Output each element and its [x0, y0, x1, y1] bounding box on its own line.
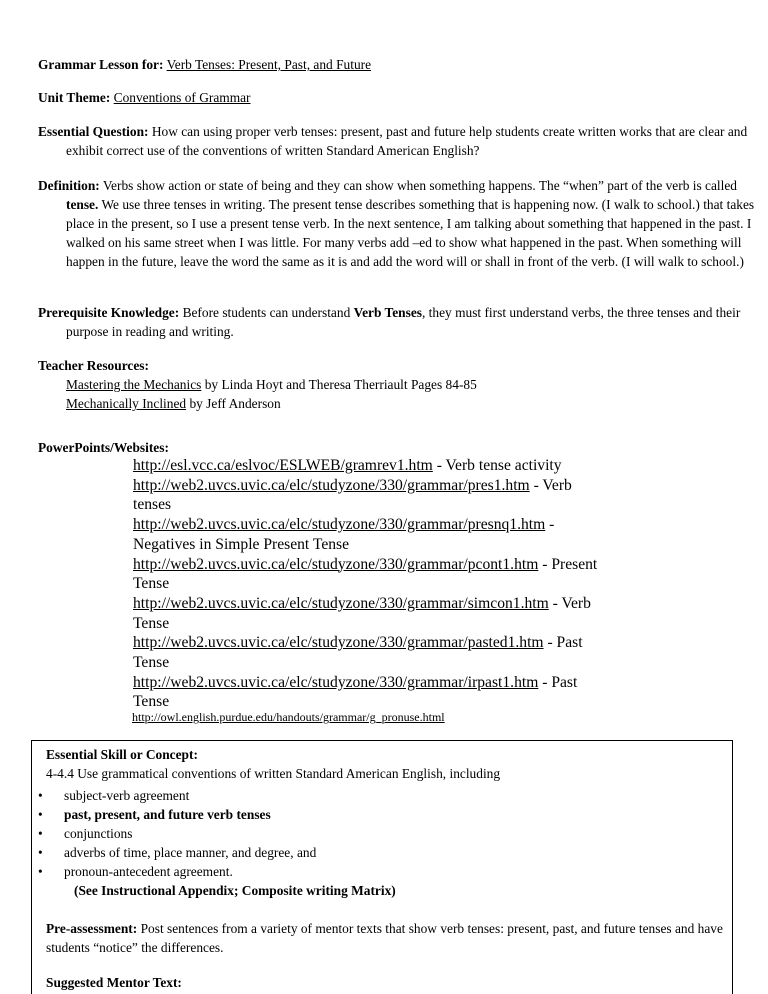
- website-entry: [133, 673, 673, 712]
- essential-skill-heading: [46, 745, 724, 764]
- website-link[interactable]: http://esl.vcc.ca/eslvoc/ESLWEB/gramrev1.htm: [133, 457, 433, 474]
- skill-bullet-text: past, present, and future verb tenses: [64, 807, 271, 822]
- unit-theme-label: Unit Theme:: [38, 90, 111, 105]
- essential-question-label: Essential Question:: [38, 124, 149, 139]
- prerequisite-text-before: Before students can understand: [182, 305, 351, 320]
- resource-rest: by Jeff Anderson: [186, 396, 281, 411]
- website-desc-cont: Tense: [133, 575, 170, 593]
- website-desc: - Verb: [529, 476, 572, 494]
- website-entry: [133, 555, 673, 594]
- purdue-owl-link[interactable]: [132, 710, 445, 724]
- essential-question-text: How can using proper verb tenses: present, past and future help students create written works that are clear and exhibit correct use of the conventions of written Standard American English?: [66, 124, 748, 158]
- powerpoints-label: PowerPoints/Websites:: [38, 440, 169, 455]
- powerpoints-heading: [38, 438, 738, 457]
- essential-skill-standard: 4-4.4 Use grammatical conventions of written Standard American English, including: [46, 766, 501, 781]
- website-desc-cont: Tense: [133, 693, 170, 711]
- prerequisite-knowledge: [38, 303, 766, 341]
- website-desc: - Verb: [548, 594, 591, 612]
- website-desc: - Verb tense activity: [432, 457, 562, 474]
- website-desc: - Past: [538, 673, 578, 691]
- website-entry: [133, 633, 673, 672]
- website-desc: - Present: [538, 555, 598, 573]
- definition: [38, 176, 766, 271]
- website-desc-cont: tenses: [133, 496, 172, 514]
- website-desc: - Past: [543, 634, 583, 652]
- purdue-owl-link-text[interactable]: http://owl.english.purdue.edu/handouts/grammar/g_pronuse.html: [132, 710, 445, 724]
- website-entry: [133, 456, 673, 476]
- prerequisite-text-after: , they must first understand verbs, the three tenses and their purpose in reading and writing.: [66, 305, 741, 339]
- pre-assessment-label: Pre-assessment:: [46, 921, 138, 936]
- resource-title[interactable]: Mastering the Mechanics: [66, 377, 202, 392]
- website-entry: [133, 515, 673, 554]
- pre-assessment: [46, 919, 724, 957]
- skill-bullet: [34, 805, 316, 824]
- website-link[interactable]: http://web2.uvcs.uvic.ca/elc/studyzone/330/grammar/presnq1.htm: [133, 516, 546, 534]
- skill-bullet: [34, 843, 316, 862]
- skill-bullet-text: conjunctions: [64, 826, 133, 841]
- website-desc-cont: Tense: [133, 614, 170, 632]
- prerequisite-label: Prerequisite Knowledge:: [38, 305, 180, 320]
- teacher-resource-item: [66, 375, 477, 394]
- skill-bullet: [34, 862, 316, 881]
- unit-theme-value: Conventions of Grammar: [113, 90, 251, 105]
- skill-bullet-text: pronoun-antecedent agreement.: [64, 864, 233, 879]
- teacher-resources-label: Teacher Resources:: [38, 358, 149, 373]
- website-entry: [133, 594, 673, 633]
- lesson-title-value: Verb Tenses: Present, Past, and Future: [166, 57, 372, 72]
- website-entry: [133, 476, 673, 515]
- website-link[interactable]: http://web2.uvcs.uvic.ca/elc/studyzone/330/grammar/pres1.htm: [133, 476, 530, 494]
- website-link[interactable]: http://web2.uvcs.uvic.ca/elc/studyzone/330/grammar/pcont1.htm: [133, 555, 539, 573]
- skill-bullet-text: subject-verb agreement: [64, 788, 190, 803]
- instructional-appendix-note-text: (See Instructional Appendix; Composite writing Matrix): [74, 883, 396, 898]
- skill-bullet: [34, 824, 316, 843]
- resource-title[interactable]: Mechanically Inclined: [66, 396, 187, 411]
- definition-bold-word: tense.: [66, 197, 99, 212]
- website-desc-cont: Negatives in Simple Present Tense: [133, 535, 350, 553]
- website-link[interactable]: http://web2.uvcs.uvic.ca/elc/studyzone/330/grammar/irpast1.htm: [133, 673, 539, 691]
- website-link[interactable]: http://web2.uvcs.uvic.ca/elc/studyzone/330/grammar/simcon1.htm: [133, 594, 549, 612]
- mentor-text-label: Suggested Mentor Text:: [46, 975, 182, 990]
- website-link[interactable]: http://web2.uvcs.uvic.ca/elc/studyzone/330/grammar/pasted1.htm: [133, 634, 544, 652]
- unit-theme: [38, 88, 738, 107]
- lesson-title-label: Grammar Lesson for:: [38, 57, 164, 72]
- teacher-resource-item: [66, 394, 281, 413]
- instructional-appendix-note: [74, 881, 714, 900]
- mentor-text-heading: [46, 973, 746, 992]
- definition-text-before: Verbs show action or state of being and they can show when something happens. The “when” part of the verb is called: [102, 178, 737, 193]
- essential-skill-label: Essential Skill or Concept:: [46, 747, 198, 762]
- essential-question: [38, 122, 766, 160]
- pre-assessment-text: Post sentences from a variety of mentor texts that show verb tenses: present, past, and future tenses and have students “notice” the differences.: [46, 921, 723, 955]
- resource-rest: by Linda Hoyt and Theresa Therriault Pages 84-85: [201, 377, 477, 392]
- website-desc: -: [545, 516, 555, 534]
- prerequisite-bold-word: Verb Tenses: [353, 305, 422, 320]
- skill-bullet-text: adverbs of time, place manner, and degree, and: [64, 845, 317, 860]
- definition-text-after: We use three tenses in writing. The present tense describes something that is happening now. (I walk to school.) that takes place in the present, so I use a present tense verb. In the next sentence, I am talking about something that happened in the past. I walked on his same street when I was little. For many verbs add –ed to show what happened in the past. When something will happen in the future, leave the word the same as it is and add the word will or shall in front of the verb. (I will walk to school.): [66, 197, 755, 269]
- lesson-title: [38, 55, 738, 74]
- website-desc-cont: Tense: [133, 654, 170, 672]
- website-list: [133, 456, 673, 712]
- teacher-resources-heading: [38, 356, 738, 375]
- skill-bullet: [34, 786, 316, 805]
- skill-bullet-list: [34, 786, 316, 881]
- definition-label: Definition:: [38, 178, 100, 193]
